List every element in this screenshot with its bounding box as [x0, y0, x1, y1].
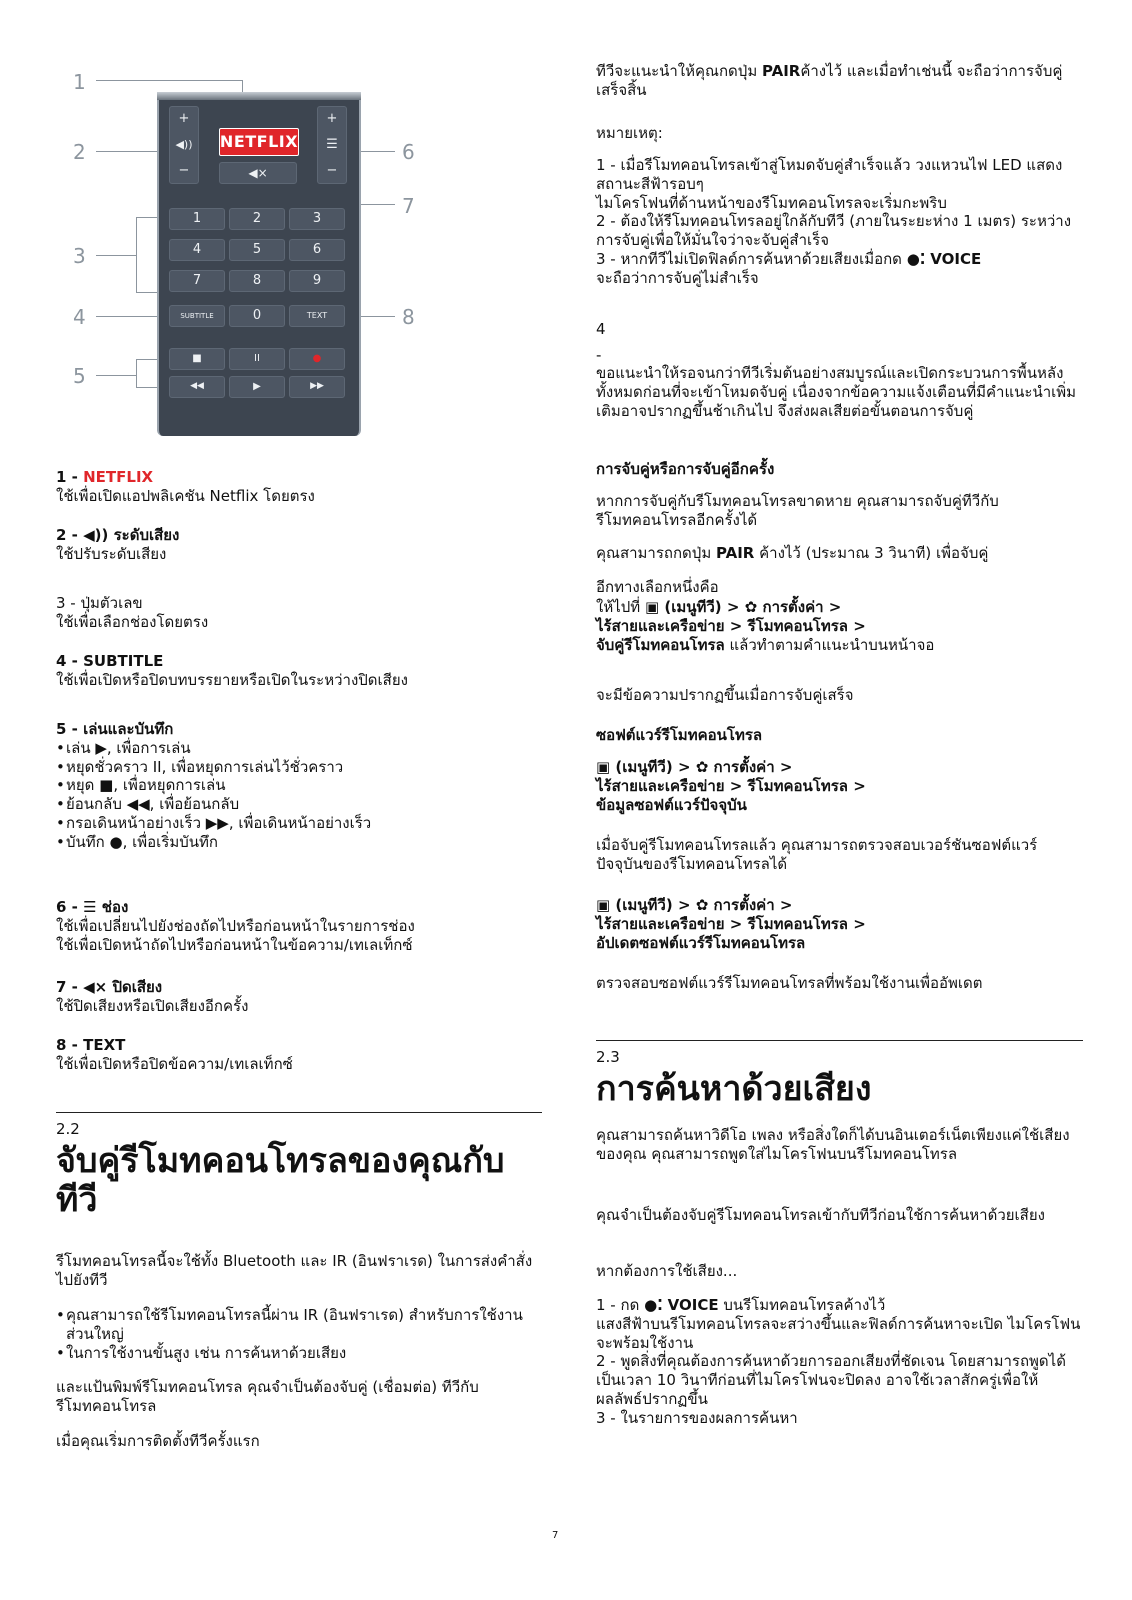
remote-illustration: [60, 62, 460, 442]
digit-key: 9: [289, 270, 345, 292]
minus-icon: −: [326, 162, 338, 178]
tv-menu-icon: ▣: [596, 758, 611, 776]
plus-icon: +: [178, 111, 190, 126]
fast-forward-key: ▶▶: [289, 376, 345, 398]
digit-key: 2: [229, 208, 285, 230]
gear-icon: ✿: [695, 758, 709, 776]
digit-key: 7: [169, 270, 225, 292]
mute-key: ◀×: [219, 162, 297, 184]
voice-icon: ●⁚: [906, 249, 926, 268]
section-number: 2.2: [56, 1120, 80, 1138]
play-record-list: [56, 739, 542, 852]
page-number: 7: [552, 1530, 559, 1541]
item-mute: 7 - ◀× ปิดเสียง ใช้ปิดเสียงหรือเปิดเสียงอีกครั้ง: [56, 978, 249, 1015]
callout-8: 8: [402, 305, 415, 329]
voice-icon: ●⁚: [644, 1296, 663, 1314]
digit-key: 8: [229, 270, 285, 292]
minus-icon: −: [178, 162, 190, 178]
section-title: การค้นหาด้วยเสียง: [596, 1069, 872, 1109]
netflix-key: NETFLIX: [219, 128, 299, 156]
text-key: TEXT: [289, 305, 345, 327]
plus-icon: +: [326, 111, 338, 126]
channel-icon: ☰: [83, 898, 97, 916]
netflix-logo-text: NETFLIX: [83, 468, 154, 486]
menu-path-current-software: ▣ (เมนูทีวี) > ✿ การตั้งค่า > ไร้สายและเครือข่าย > รีโมทคอนโทรล > ข้อมูลซอฟต์แวร์ปัจจุบัน: [596, 758, 866, 814]
item-play-record: 5 - เล่นและบันทึก • เล่น ▶, เพื่อการเล่น • หยุดชั่วคราว II, เพื่อหยุดการเล่นไว้ชั่วคราว • หยุด ■, เพื่อหยุดการเล่น • ย้อนกลับ ◀◀, เพื่อย้อนกลับ • กรอเดินหน้าอย่างเร็ว ▶▶, เพื่อเดินหน้าอย่างเร็ว • บันทึก ●, เพื่อเริ่มบันทึก: [56, 720, 542, 851]
record-key: ●: [289, 348, 345, 370]
pairing-bullets: [56, 1306, 542, 1362]
callout-4: 4: [73, 305, 86, 329]
tv-menu-icon: ▣: [596, 896, 611, 914]
callout-3: 3: [73, 244, 86, 268]
callout-5: 5: [73, 364, 86, 388]
digit-key: 6: [289, 239, 345, 261]
heading-remote-software: ซอฟต์แวร์รีโมทคอนโทรล: [596, 726, 763, 744]
list-item: • ในการใช้งานขั้นสูง เช่น การค้นหาด้วยเสียง: [56, 1344, 542, 1363]
section-title: จับคู่รีโมทคอนโทรลของคุณกับทีวี: [56, 1141, 505, 1221]
remote-control: [157, 98, 361, 436]
item-number-keys: 3 - ปุ่มตัวเลข ใช้เพื่อเลือกช่องโดยตรง: [56, 594, 209, 631]
mute-icon: ◀×: [83, 978, 108, 996]
item-subtitle: 4 - SUBTITLE ใช้เพื่อเปิดหรือปิดบทบรรยายหรือเปิดในระหว่างปิดเสียง: [56, 652, 408, 689]
list-item: • ย้อนกลับ ◀◀, เพื่อย้อนกลับ: [56, 795, 542, 814]
channel-icon: ☰: [326, 136, 338, 152]
zero-key: 0: [229, 305, 285, 327]
rewind-key: ◀◀: [169, 376, 225, 398]
section-divider: [596, 1040, 1083, 1041]
callout-2: 2: [73, 140, 86, 164]
digit-key: 4: [169, 239, 225, 261]
volume-icon: ◀)): [83, 526, 109, 544]
menu-path-pair: ให้ไปที่ ▣ (เมนูทีวี) > ✿ การตั้งค่า > ไร้สายและเครือข่าย > รีโมทคอนโทรล > จับคู่รีโมทคอนโทรล แล้วทำตามคำแนะนำบนหน้าจอ: [596, 598, 935, 654]
item-volume: 2 - ◀)) ระดับเสียง ใช้ปรับระดับเสียง: [56, 526, 180, 563]
item-channel: 6 - ☰ ช่อง ใช้เพื่อเปลี่ยนไปยังช่องถัดไปหรือก่อนหน้าในรายการช่อง ใช้เพื่อเปิดหน้าถัดไปหรือก่อนหน้าในข้อความ/เทเลเท็กซ์: [56, 898, 415, 954]
section-divider: [56, 1112, 542, 1113]
item-text: 8 - TEXT ใช้เพื่อเปิดหรือปิดข้อความ/เทเลเท็กซ์: [56, 1036, 293, 1073]
callout-1: 1: [73, 70, 86, 94]
tv-menu-icon: ▣: [644, 598, 660, 616]
heading-pairing: การจับคู่หรือการจับคู่อีกครั้ง: [596, 460, 775, 478]
subtitle-key: SUBTITLE: [169, 305, 225, 327]
gear-icon: ✿: [744, 598, 758, 616]
digit-key: 1: [169, 208, 225, 230]
pairing-intro: รีโมทคอนโทรลนี้จะใช้ทั้ง Bluetooth และ IR (อินฟราเรด) ในการส่งคำสั่งไปยังทีวี: [56, 1252, 533, 1289]
play-key: ▶: [229, 376, 285, 398]
list-item: • กรอเดินหน้าอย่างเร็ว ▶▶, เพื่อเดินหน้าอย่างเร็ว: [56, 814, 542, 833]
list-item: • เล่น ▶, เพื่อการเล่น: [56, 739, 542, 758]
list-item: • หยุดชั่วคราว II, เพื่อหยุดการเล่นไว้ชั่วคราว: [56, 758, 542, 777]
gear-icon: ✿: [695, 896, 709, 914]
pause-key: II: [229, 348, 285, 370]
list-item: • คุณสามารถใช้รีโมทคอนโทรลนี้ผ่าน IR (อินฟราเรด) สำหรับการใช้งานส่วนใหญ่: [56, 1306, 542, 1344]
callout-7: 7: [402, 194, 415, 218]
callout-6: 6: [402, 140, 415, 164]
list-item: • บันทึก ●, เพื่อเริ่มบันทึก: [56, 833, 542, 852]
channel-key: [317, 106, 347, 184]
volume-icon: ◀)): [175, 138, 193, 152]
item-netflix: 1 - NETFLIX ใช้เพื่อเปิดแอปพลิเคชัน Netflix โดยตรง: [56, 468, 315, 505]
section-number: 2.3: [596, 1048, 620, 1066]
stop-key: ■: [169, 348, 225, 370]
list-item: • หยุด ■, เพื่อหยุดการเล่น: [56, 776, 542, 795]
digit-key: 3: [289, 208, 345, 230]
digit-key: 5: [229, 239, 285, 261]
volume-key: [169, 106, 199, 184]
menu-path-update-software: ▣ (เมนูทีวี) > ✿ การตั้งค่า > ไร้สายและเครือข่าย > รีโมทคอนโทรล > อัปเดตซอฟต์แวร์รีโมทคอนโทรล: [596, 896, 866, 952]
